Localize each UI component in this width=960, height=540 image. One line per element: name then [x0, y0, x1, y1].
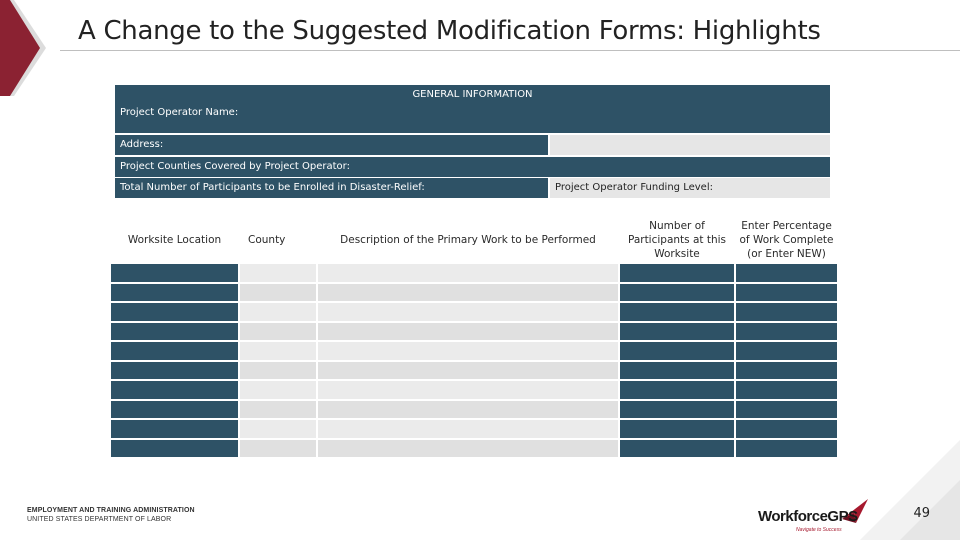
table-row [111, 362, 837, 380]
table-cell[interactable] [620, 303, 734, 321]
agency-line-2: UNITED STATES DEPARTMENT OF LABOR [27, 516, 172, 523]
table-row [111, 440, 837, 458]
page-number: 49 [913, 506, 930, 521]
table-cell[interactable] [111, 362, 238, 380]
worksite-table-body [111, 264, 837, 457]
table-cell[interactable] [111, 381, 238, 399]
table-cell[interactable] [318, 342, 618, 360]
project-operator-name-label: Project Operator Name: [115, 105, 830, 133]
table-cell[interactable] [111, 284, 238, 302]
eta-logo [27, 506, 195, 524]
table-cell[interactable] [240, 401, 316, 419]
table-cell[interactable] [620, 264, 734, 282]
table-cell[interactable] [736, 323, 837, 341]
table-cell[interactable] [111, 440, 238, 458]
general-info-heading: GENERAL INFORMATION [115, 85, 830, 105]
table-cell[interactable] [318, 323, 618, 341]
table-cell[interactable] [620, 401, 734, 419]
table-cell[interactable] [736, 420, 837, 438]
table-cell[interactable] [620, 440, 734, 458]
corner-fold-decoration [860, 440, 960, 540]
table-cell[interactable] [736, 284, 837, 302]
table-cell[interactable] [620, 342, 734, 360]
table-cell[interactable] [240, 323, 316, 341]
table-cell[interactable] [240, 284, 316, 302]
table-cell[interactable] [111, 342, 238, 360]
workforcegps-tagline: Navigate to Success [796, 527, 842, 533]
title-divider [60, 50, 960, 51]
table-cell[interactable] [620, 362, 734, 380]
table-cell[interactable] [736, 264, 837, 282]
worksite-table-header [111, 218, 837, 262]
table-cell[interactable] [240, 381, 316, 399]
col-work-description: Description of the Primary Work to be Performed [318, 218, 618, 262]
table-cell[interactable] [620, 420, 734, 438]
worksite-table [109, 216, 839, 459]
table-cell[interactable] [736, 381, 837, 399]
corner-tab-decoration [0, 0, 48, 96]
workforcegps-wordmark: WorkforceGPS [758, 508, 858, 525]
table-cell[interactable] [240, 264, 316, 282]
table-row [111, 284, 837, 302]
table-cell[interactable] [240, 342, 316, 360]
table-cell[interactable] [111, 303, 238, 321]
address-field[interactable] [550, 135, 830, 155]
table-row [111, 323, 837, 341]
table-cell[interactable] [736, 303, 837, 321]
table-row [111, 401, 837, 419]
table-cell[interactable] [736, 342, 837, 360]
table-row [111, 381, 837, 399]
total-participants-label: Total Number of Participants to be Enrolled in Disaster-Relief: [115, 178, 548, 198]
col-participants-count: Number of Participants at this Worksite [620, 218, 734, 262]
table-row [111, 303, 837, 321]
agency-line-1: EMPLOYMENT AND TRAINING ADMINISTRATION [27, 507, 195, 514]
col-percent-complete: Enter Percentage of Work Complete (or Enter NEW) [736, 218, 837, 262]
col-worksite-location: Worksite Location [111, 218, 238, 262]
table-cell[interactable] [736, 440, 837, 458]
table-cell[interactable] [318, 362, 618, 380]
address-row [115, 135, 830, 155]
table-cell[interactable] [318, 420, 618, 438]
table-cell[interactable] [111, 264, 238, 282]
table-cell[interactable] [240, 420, 316, 438]
col-county: County [240, 218, 316, 262]
address-label: Address: [115, 135, 548, 155]
table-cell[interactable] [240, 440, 316, 458]
table-cell[interactable] [111, 401, 238, 419]
table-row [111, 264, 837, 282]
table-row [111, 342, 837, 360]
funding-level-label: Project Operator Funding Level: [550, 178, 830, 198]
table-cell[interactable] [111, 323, 238, 341]
table-cell[interactable] [620, 323, 734, 341]
table-cell[interactable] [318, 284, 618, 302]
table-cell[interactable] [318, 440, 618, 458]
table-cell[interactable] [240, 362, 316, 380]
table-cell[interactable] [736, 362, 837, 380]
table-cell[interactable] [318, 401, 618, 419]
table-cell[interactable] [318, 381, 618, 399]
table-cell[interactable] [318, 303, 618, 321]
project-counties-label: Project Counties Covered by Project Operator: [115, 157, 830, 177]
table-cell[interactable] [111, 420, 238, 438]
table-row [111, 420, 837, 438]
table-cell[interactable] [620, 284, 734, 302]
participants-funding-row [115, 178, 830, 198]
slide-title: A Change to the Suggested Modification Forms: Highlights [78, 16, 821, 46]
table-cell[interactable] [240, 303, 316, 321]
table-cell[interactable] [736, 401, 837, 419]
table-cell[interactable] [620, 381, 734, 399]
table-cell[interactable] [318, 264, 618, 282]
